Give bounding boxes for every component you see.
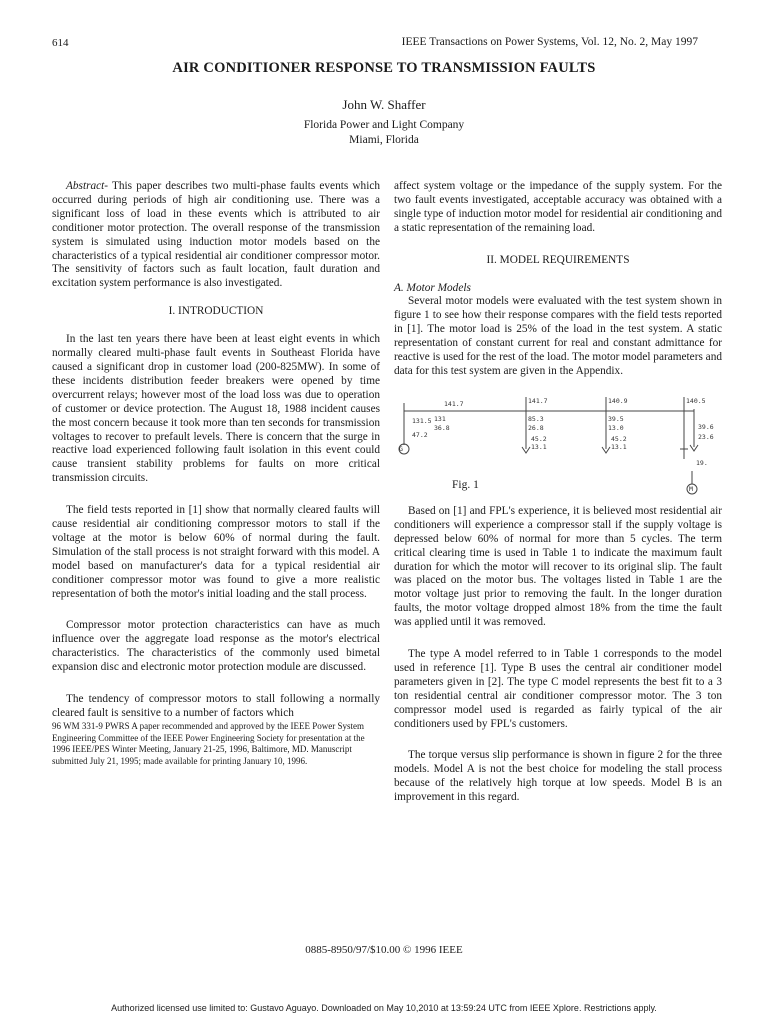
paper-title: AIR CONDITIONER RESPONSE TO TRANSMISSION FAULTS: [172, 60, 596, 76]
label-b1-side1: 45.2: [531, 434, 547, 443]
right-paragraph-3: The torque versus slip performance is shown in figure 2 for the three models. Model A is not the best choice for modeling the stall process because of the relatively high torque at low speeds. Model B is an improvement in this regard.: [394, 749, 722, 804]
label-bus1-top: 141.7: [528, 396, 548, 405]
affiliation-location: Miami, Florida: [349, 133, 419, 146]
left-column: [52, 180, 380, 767]
section-heading-introduction: I. INTRODUCTION: [168, 305, 264, 318]
label-gen-side2: 47.2: [412, 430, 428, 439]
abstract-text: This paper describes two multi-phase faults events which occurred during periods of high air conditioning use. There was a significant loss of load in these events which is attributed to air conditioner motor protection. The overall response of the transmission system is simulated using induction motor models based on the characteristics of a typical residential air conditioner compressor motor. The sensitivity of factors such as fault location, fault duration and excitation system performance is also investigated.: [52, 180, 380, 290]
motor-models-paragraph: Several motor models were evaluated with the test system shown in figure 1 to see how their response compares with the field tests reported in [1]. The motor load is 25% of the load in the test system. A static representation of constant current for real and constant admittance for reactive is used for the rest of the load. The motor model parameters and data for this test system are given in the Appendix.: [394, 295, 722, 377]
label-b1-side2: 13.1: [531, 442, 547, 451]
journal-header: IEEE Transactions on Power Systems, Vol. 12, No. 2, May 1997: [401, 36, 698, 48]
intro-paragraph-2: The field tests reported in [1] show that normally cleared faults will cause residential air conditioning compressor motors to stall if the voltage at the motor is below 60% of normal during the fault. Simulation of the stall process is not straight forward with this model. A model based on manufacturer's data for a typical residential air conditioner compressor motor was found to give a more realistic representation of both the motor's initial loading and the stall process.: [52, 504, 380, 600]
label-b2-v2: 13.0: [608, 423, 624, 432]
label-bus3-top: 140.5: [686, 396, 706, 405]
abstract-label: Abstract-: [66, 180, 109, 192]
intro-paragraph-3: Compressor motor protection characteristics can have as much influence over the aggregate load response as the motor's electrical characteristics. The characteristics of the commonly used bimetal expansion disc and electronic motor protection module are discussed.: [52, 619, 380, 674]
motor-symbol: M: [689, 484, 693, 493]
affiliation: [0, 118, 768, 147]
label-bus2-top: 140.9: [608, 396, 628, 405]
figure-1: [394, 389, 722, 499]
test-system-diagram: [394, 389, 722, 499]
right-paragraph-2: The type A model referred to in Table 1 corresponds to the model used in reference [1]. Type B uses the central air conditioner model parameters given in [2]. The type C model represents the best fit to a 3 ton residential central air conditioner compressor motor. The 3 ton compressor model used is regarded as fairly typical of the air conditioners used by FPL's customers.: [394, 648, 722, 730]
authorized-use-notice: Authorized licensed use limited to: Gustavo Aguayo. Downloaded on May 10,2010 at 13:59:24 UTC from IEEE Xplore. Restrictions apply.: [111, 1003, 657, 1013]
label-gen-v2: 36.8: [434, 423, 450, 432]
label-b3-side2: 23.6: [698, 432, 714, 441]
right-column: [394, 180, 722, 805]
subsection-heading-motor-models: A. Motor Models: [394, 281, 471, 294]
generator-symbol: G: [399, 444, 403, 453]
intro-paragraph-1: In the last ten years there have been at least eight events in which normally cleared multi-phase fault events in Southeast Florida have caused a significant drop in customer load (200-825MW). In some of these incidents distribution feeder breakers were opened by time overcurrent relays; however most of the load loss was due to operation of customer or device protection. The August 18, 1988 incident causes the most concern because it took more than ten seconds for transmission voltages to recover to prefault levels. There is concern that the surge in reactive load experienced following fault isolation in this event could cause transient stability problems for faults on more critical transmission circuits.: [52, 333, 380, 485]
label-b2-v1: 39.5: [608, 414, 624, 423]
footnote: 96 WM 331-9 PWRS A paper recommended and approved by the IEEE Power System Engineering Committee of the IEEE Power Engineering Society for presentation at the 1996 IEEE/PES Winter Meeting, January 21-25, 1996, Baltimore, MD. Manuscript submitted July 21, 1995; made available for printing January 10, 1996.: [52, 720, 365, 766]
label-gen-v1: 131: [434, 414, 446, 423]
label-b2-side2: 13.1: [611, 442, 627, 451]
label-b2-side1: 45.2: [611, 434, 627, 443]
intro-paragraph-4: The tendency of compressor motors to stall following a normally cleared fault is sensitive to a number of factors which: [52, 693, 380, 719]
continuation-paragraph: affect system voltage or the impedance of the supply system. For the two fault events investigated, acceptable accuracy was obtained with a single type of induction motor model for residential air conditioning and a static representation of the remaining load.: [394, 180, 722, 234]
issn-copyright: 0885-8950/97/$10.00 © 1996 IEEE: [305, 944, 463, 956]
label-b3-side1: 39.6: [698, 422, 714, 431]
label-gen-side1: 131.5: [412, 416, 432, 425]
label-b1-v1: 85.3: [528, 414, 544, 423]
label-b3-side3: 19.: [696, 458, 708, 467]
affiliation-org: Florida Power and Light Company: [303, 119, 465, 131]
abstract: [52, 180, 380, 291]
label-b1-v2: 26.8: [528, 423, 544, 432]
section-heading-model-requirements: II. MODEL REQUIREMENTS: [486, 253, 630, 266]
label-bus-top-left: 141.7: [444, 399, 464, 408]
figure-caption: Fig. 1: [452, 478, 479, 491]
author-name: John W. Shaffer: [342, 97, 426, 112]
page-number: 614: [52, 37, 69, 49]
right-paragraph-1: Based on [1] and FPL's experience, it is believed most residential air conditioners will experience a compressor stall if the supply voltage is depressed below 60% of normal for more than 5 cycles. The term critical clearing time is used in Table 1 to indicate the maximum fault duration for which the motor will recover to its original slip. The fault was placed on the motor bus. The voltages listed in Table 1 are the motor voltage just prior to removing the fault. In the longer duration faults, the motor voltage dropped almost 18% from the time the fault was applied until it was removed.: [394, 504, 722, 629]
